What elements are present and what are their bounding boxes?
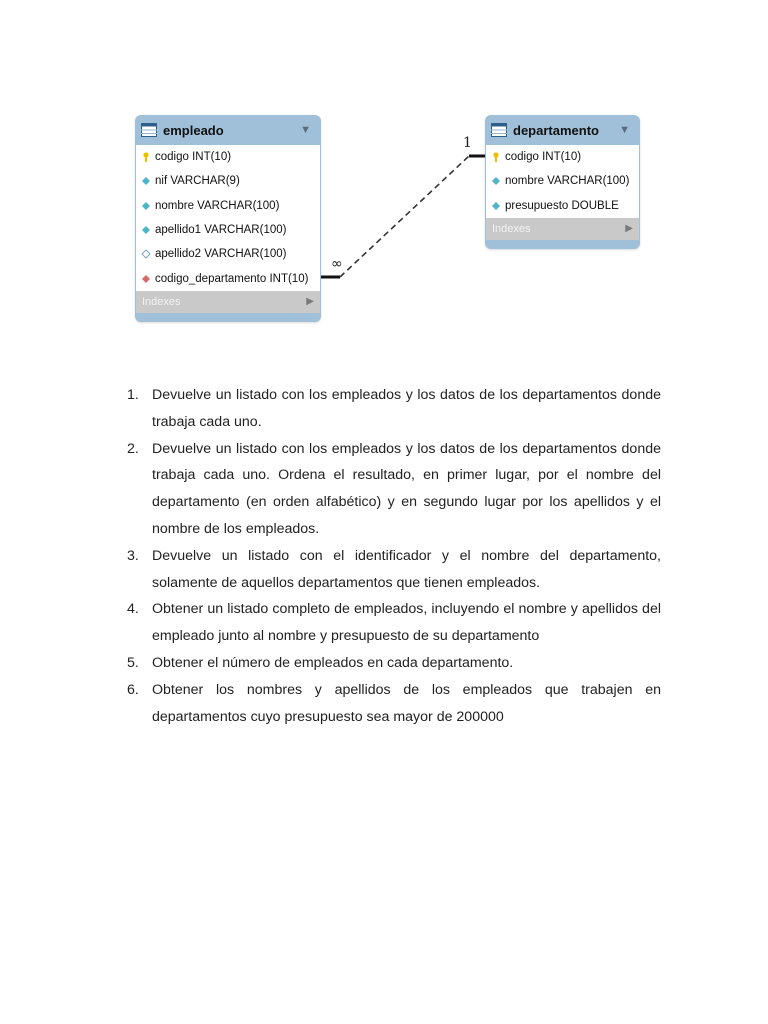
- exercise-list: [127, 382, 661, 730]
- list-text: Devuelve un listado con los empleados y los datos de los departamentos donde trabaja cada uno.: [152, 387, 661, 430]
- table-icon: [141, 123, 157, 137]
- column-row[interactable]: [136, 194, 320, 218]
- list-number: 2.: [127, 440, 139, 457]
- table-title: empleado: [163, 122, 224, 138]
- list-text: Obtener los nombres y apellidos de los empleados que trabajen en departamentos cuyo presupuesto sea mayor de 200000: [152, 681, 661, 725]
- diamond-filled-icon: [491, 176, 501, 186]
- diamond-filled-icon: [141, 201, 151, 211]
- list-number: 1.: [127, 387, 139, 403]
- column-label: presupuesto DOUBLE: [505, 199, 619, 212]
- table-icon: [491, 123, 507, 137]
- list-text: Obtener el número de empleados en cada departamento.: [152, 654, 514, 671]
- indexes-label: Indexes: [492, 222, 531, 235]
- list-item: [127, 677, 661, 731]
- table-title: departamento: [513, 122, 599, 138]
- column-row[interactable]: [136, 145, 320, 169]
- one-cardinality-label: 1: [463, 135, 472, 151]
- expand-arrow-icon[interactable]: ▶: [625, 223, 633, 235]
- many-cardinality-label: ∞: [331, 256, 343, 272]
- diamond-filled-icon: [141, 225, 151, 235]
- indexes-section[interactable]: [136, 291, 320, 313]
- list-item: [127, 382, 661, 436]
- column-label: codigo INT(10): [505, 151, 582, 164]
- list-text: Obtener un listado completo de empleados, incluyendo el nombre y apellidos del empleado junto al nombre y presupuesto de su departamento: [152, 601, 661, 645]
- table-departamento[interactable]: [485, 115, 640, 249]
- table-header[interactable]: [485, 115, 640, 145]
- column-row[interactable]: [136, 169, 320, 193]
- chevron-down-icon[interactable]: ▼: [300, 124, 311, 136]
- table-empleado[interactable]: [135, 115, 321, 322]
- column-row[interactable]: [486, 145, 639, 169]
- column-label: apellido1 VARCHAR(100): [155, 224, 287, 237]
- list-number: 6.: [127, 681, 139, 698]
- column-label: nif VARCHAR(9): [155, 175, 240, 188]
- column-row[interactable]: [136, 242, 320, 266]
- column-label: codigo_departamento INT(10): [155, 272, 309, 285]
- column-label: nombre VARCHAR(100): [155, 199, 280, 212]
- column-row[interactable]: [486, 194, 639, 218]
- table-header[interactable]: [135, 115, 321, 145]
- list-number: 5.: [127, 654, 139, 671]
- column-label: nombre VARCHAR(100): [505, 175, 630, 188]
- list-item: [127, 543, 661, 597]
- column-row[interactable]: [486, 169, 639, 193]
- indexes-section[interactable]: [486, 218, 639, 240]
- diamond-red-icon: [141, 274, 151, 284]
- expand-arrow-icon[interactable]: ▶: [306, 296, 314, 308]
- list-item: [127, 650, 661, 677]
- key-icon: [141, 152, 151, 162]
- list-text: Devuelve un listado con los empleados y los datos de los departamentos donde trabaja cada uno. Ordena el resultado, en primer lugar, por el nombre del departamento (en orden alfabético) y en segundo lugar por los apellidos y el nombre de los empleados.: [152, 440, 661, 537]
- column-row[interactable]: [136, 266, 320, 290]
- diamond-empty-icon: [141, 249, 151, 259]
- chevron-down-icon[interactable]: ▼: [619, 124, 630, 136]
- column-row[interactable]: [136, 218, 320, 242]
- list-item: [127, 436, 661, 543]
- column-label: apellido2 VARCHAR(100): [155, 248, 287, 261]
- list-number: 4.: [127, 601, 139, 618]
- diamond-filled-icon: [141, 176, 151, 186]
- key-icon: [491, 152, 501, 162]
- diamond-filled-icon: [491, 201, 501, 211]
- column-label: codigo INT(10): [155, 151, 232, 164]
- indexes-label: Indexes: [142, 295, 181, 308]
- list-item: [127, 596, 661, 650]
- list-text: Devuelve un listado con el identificador y el nombre del departamento, solamente de aquellos departamentos que tienen empleados.: [152, 547, 661, 591]
- list-number: 3.: [127, 547, 139, 564]
